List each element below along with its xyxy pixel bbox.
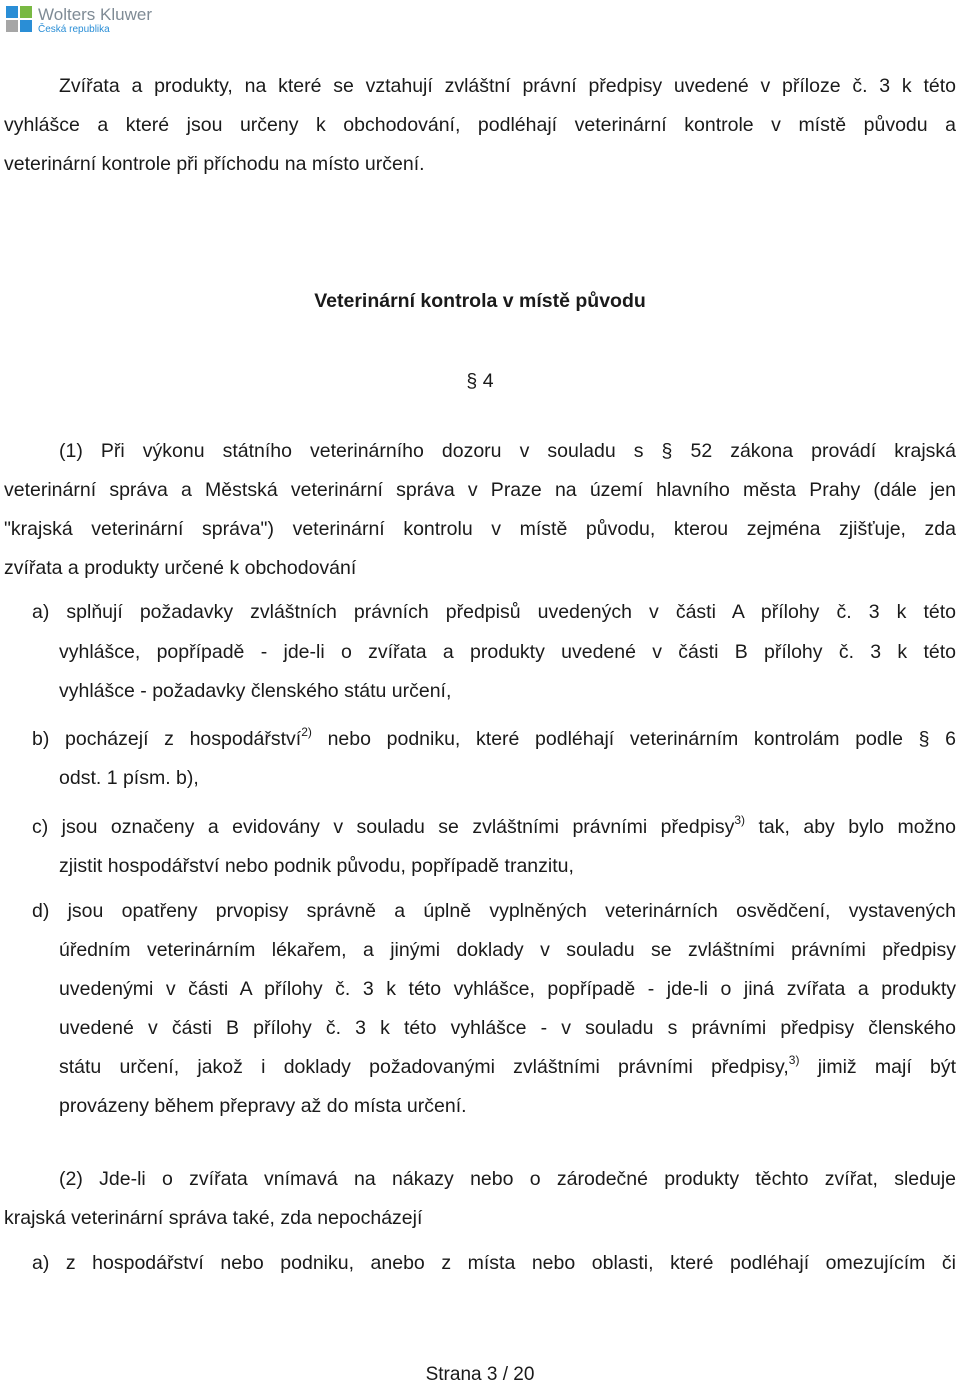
paragraph-1-line: (1) Při výkonu státního veterinárního dozoru v souladu s § 52 zákona provádí krajská — [59, 440, 956, 462]
paragraph-2-item-a: a) z hospodářství nebo podniku, anebo z místa nebo oblasti, které podléhají omezujícím či — [32, 1252, 956, 1274]
page-number: Strana 3 / 20 — [425, 1364, 535, 1385]
paragraph-1-line: zvířata a produkty určené k obchodování — [4, 557, 357, 579]
list-item-d: uvedené v části B přílohy č. 3 k této vyhlášce - v souladu s právními předpisy členského — [59, 1017, 956, 1039]
footnote-ref: 2) — [301, 725, 312, 739]
section-symbol: § — [466, 370, 478, 392]
list-item-d: d) jsou opatřeny prvopisy správně a úplně vyplněných veterinárních osvědčení, vystavených — [32, 900, 956, 922]
paragraph-2-line: (2) Jde-li o zvířata vnímavá na nákazy nebo o zárodečné produkty těchto zvířat, sleduje — [59, 1168, 956, 1190]
paragraph-1-line: "krajská veterinární správa") veterinární kontrolu v místě původu, kterou zejména zjišťuje, zda — [4, 518, 956, 540]
list-item-c: zjistit hospodářství nebo podnik původu, popřípadě tranzitu, — [59, 855, 574, 877]
list-item-a: vyhlášce, popřípadě - jde-li o zvířata a produkty uvedené v části B přílohy č. 3 k této — [59, 641, 956, 663]
section-symbol: § — [661, 440, 673, 462]
intro-line: vyhlášce a které jsou určeny k obchodování, podléhají veterinární kontrole v místě původu a — [4, 114, 956, 136]
footnote-ref: 3) — [788, 1053, 800, 1067]
intro-line: Zvířata a produkty, na které se vztahují zvláštní právní předpisy uvedené v příloze č. 3 k této — [59, 75, 956, 97]
section-heading: Veterinární kontrola v místě původu — [314, 290, 646, 312]
list-item-b: odst. 1 písm. b), — [59, 767, 199, 789]
list-item-b: b) pocházejí z hospodářství$^{2)}$ nebo podniku, které podléhají veterinárním kontrolám podle § 6 — [32, 725, 956, 750]
footnote-ref: 3) — [734, 813, 746, 827]
paragraph-2-line: krajská veterinární správa také, zda nepocházejí — [4, 1207, 423, 1229]
list-item-d: uvedenými v části A přílohy č. 3 k této vyhlášce, popřípadě - jde-li o jiná zvířata a produkty — [59, 978, 956, 1000]
list-item-a: a) splňují požadavky zvláštních právních předpisů uvedených v části A přílohy č. 3 k této — [32, 601, 956, 623]
logo-country: Česká republika — [38, 24, 110, 35]
list-item-d: provázeny během přepravy až do místa určení. — [59, 1095, 467, 1117]
list-item-a: vyhlášce - požadavky členského státu určení, — [59, 680, 452, 702]
list-item-d: úředním veterinárním lékařem, a jinými doklady v souladu se zvláštními právními předpisy — [59, 939, 956, 961]
section-symbol: § — [918, 728, 930, 750]
list-item-c: c) jsou označeny a evidovány v souladu se zvláštními právními předpisy$^{3)}$ tak, aby bylo možno — [32, 813, 956, 838]
paragraph-1-line: veterinární správa a Městská veterinární správa v Praze na území hlavního města Prahy (dále jen — [4, 479, 956, 501]
list-item-d: státu určení, jakož i doklady požadovanými zvláštními právními předpisy,$^{3)}$ jimiž mají být — [59, 1053, 957, 1078]
logo-brand: Wolters Kluwer — [38, 5, 152, 24]
section-number: 4 — [482, 370, 494, 392]
paragraph-number — [0, 370, 960, 393]
intro-line: veterinární kontrole při příchodu na místo určení. — [4, 153, 425, 175]
